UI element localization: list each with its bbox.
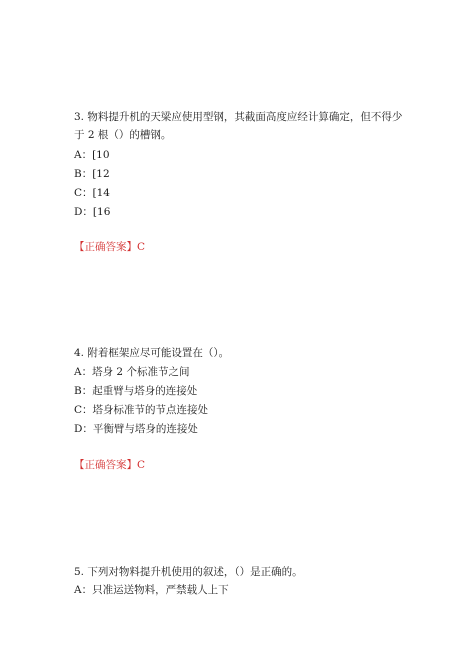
question-3-option-d: D：[16: [74, 206, 111, 218]
question-5-option-a: A：只准运送物料，严禁载人上下: [74, 584, 229, 596]
question-4-option-d: D：平衡臂与塔身的连接处: [74, 423, 198, 435]
question-3-stem: 3. 物料提升机的天梁应使用型钢，其截面高度应经计算确定，但不得少于 2 根（）的槽钢。: [74, 111, 403, 141]
question-4-stem: 4. 附着框架应尽可能设置在（）。: [74, 347, 230, 359]
question-5-stem: 5. 下列对物料提升机使用的叙述，（）是正确的。: [74, 566, 303, 578]
question-3-option-b: B：[12: [74, 168, 110, 180]
question-4-option-a: A：塔身 2 个标准节之间: [74, 366, 190, 378]
question-4-answer: 【正确答案】C: [74, 459, 146, 471]
question-4-option-b: B：起重臂与塔身的连接处: [74, 385, 198, 397]
question-3-answer: 【正确答案】C: [74, 241, 146, 253]
question-3-option-a: A：[10: [74, 149, 110, 161]
question-4-option-c: C：塔身标准节的节点连接处: [74, 404, 209, 416]
question-3-option-c: C：[14: [74, 187, 110, 199]
